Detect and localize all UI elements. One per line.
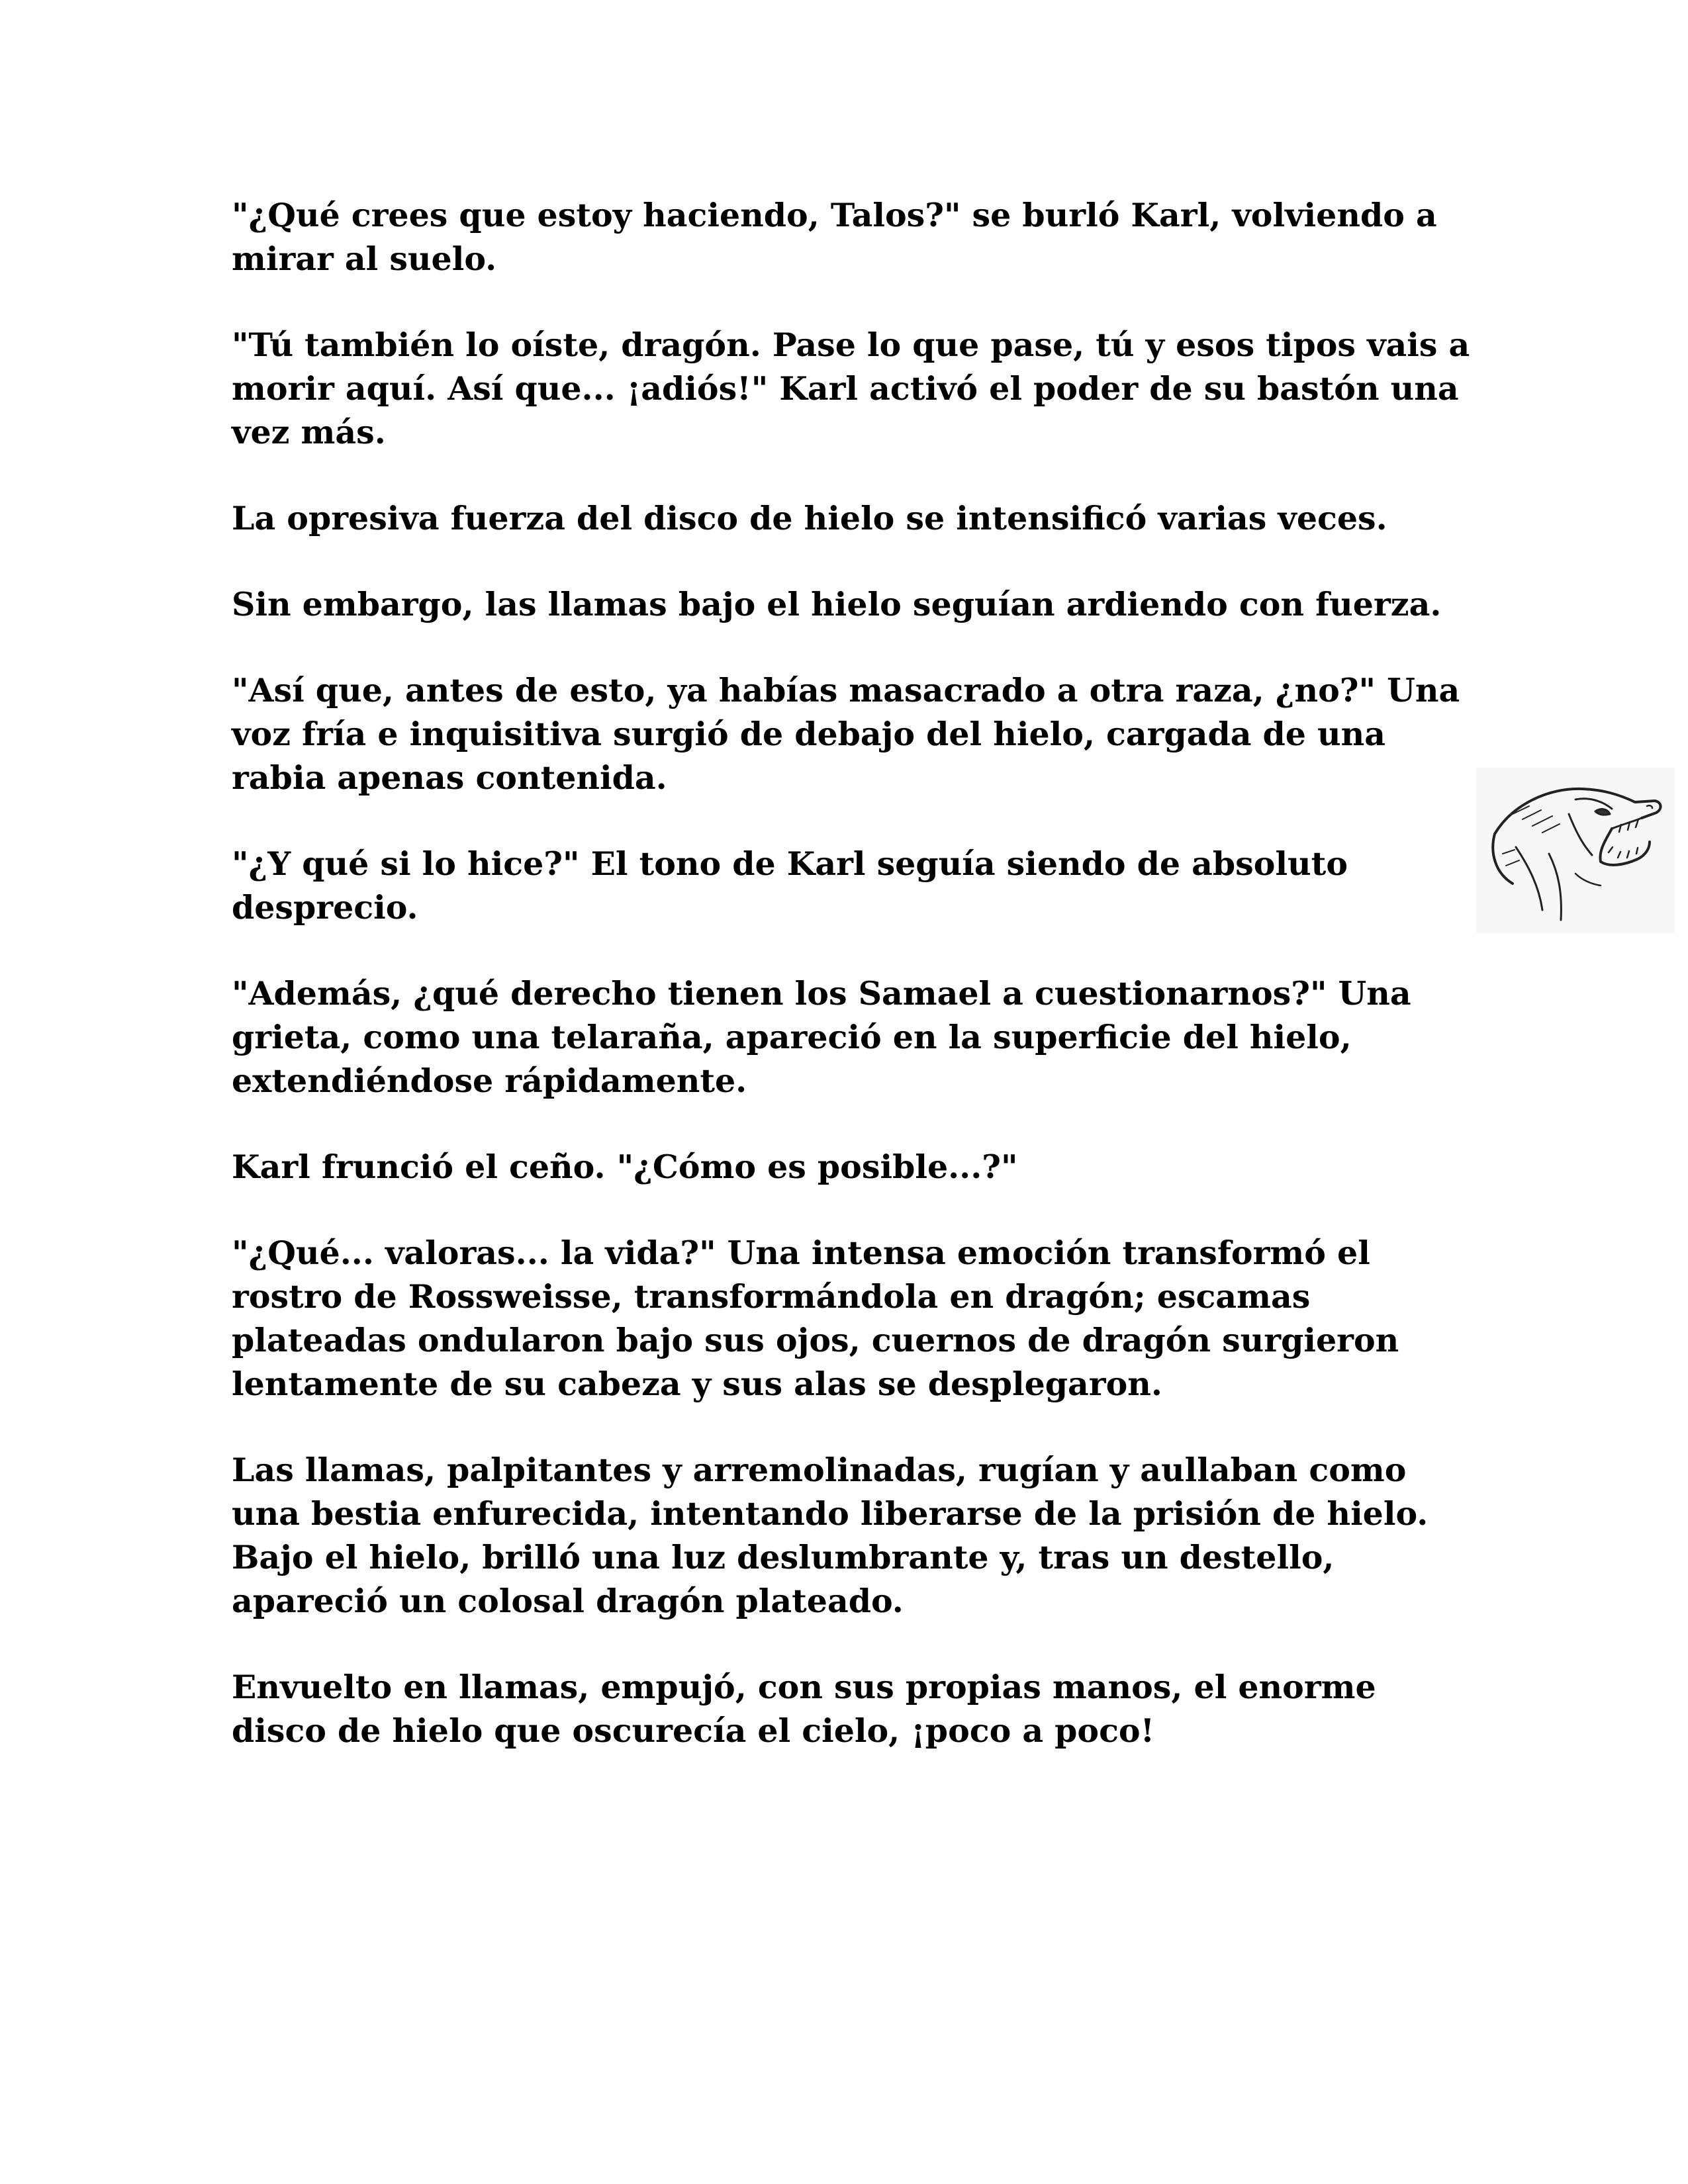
paragraph-2: "Tú también lo oíste, dragón. Pase lo que pase, tú y esos tipos vais a morir aquí. Así que... ¡adiós!" Karl activó el poder de su bastón una vez más. <box>232 326 1470 451</box>
paragraph-4: Sin embargo, las llamas bajo el hielo seguían ardiendo con fuerza. <box>232 585 1442 623</box>
paragraph-3: La opresiva fuerza del disco de hielo se intensificó varias veces. <box>232 499 1387 537</box>
paragraph-1: "¿Qué crees que estoy haciendo, Talos?" se burló Karl, volviendo a mirar al suelo. <box>232 196 1437 278</box>
paragraph-7: "Además, ¿qué derecho tienen los Samael a cuestionarnos?" Una grieta, como una telaraña, apareció en la superficie del hielo, extendiéndose rápidamente. <box>232 974 1411 1100</box>
document-body <box>232 193 1476 1795</box>
paragraph-8: Karl frunció el ceño. "¿Cómo es posible...?" <box>232 1148 1018 1186</box>
paragraph-9: "¿Qué... valoras... la vida?" Una intensa emoción transformó el rostro de Rossweisse, transformándola en dragón; escamas plateadas ondularon bajo sus ojos, cuernos de dragón surgieron lentamente de su cabeza y sus alas se desplegaron. <box>232 1234 1399 1403</box>
paragraph-6: "¿Y qué si lo hice?" El tono de Karl seguía siendo de absoluto desprecio. <box>232 844 1348 927</box>
paragraph-10: Las llamas, palpitantes y arremolinadas, rugían y aullaban como una bestia enfurecida, intentando liberarse de la prisión de hielo. Bajo el hielo, brilló una luz deslumbrante y, tras un destello, apareció un colosal dragón plateado. <box>232 1451 1429 1620</box>
paragraph-5: "Así que, antes de esto, ya habías masacrado a otra raza, ¿no?" Una voz fría e inquisitiva surgió de debajo del hielo, cargada de una rabia apenas contenida. <box>232 671 1460 797</box>
dragon-head-sketch-icon <box>1476 768 1675 933</box>
paragraph-11: Envuelto en llamas, empujó, con sus propias manos, el enorme disco de hielo que oscurecía el cielo, ¡poco a poco! <box>232 1668 1376 1750</box>
